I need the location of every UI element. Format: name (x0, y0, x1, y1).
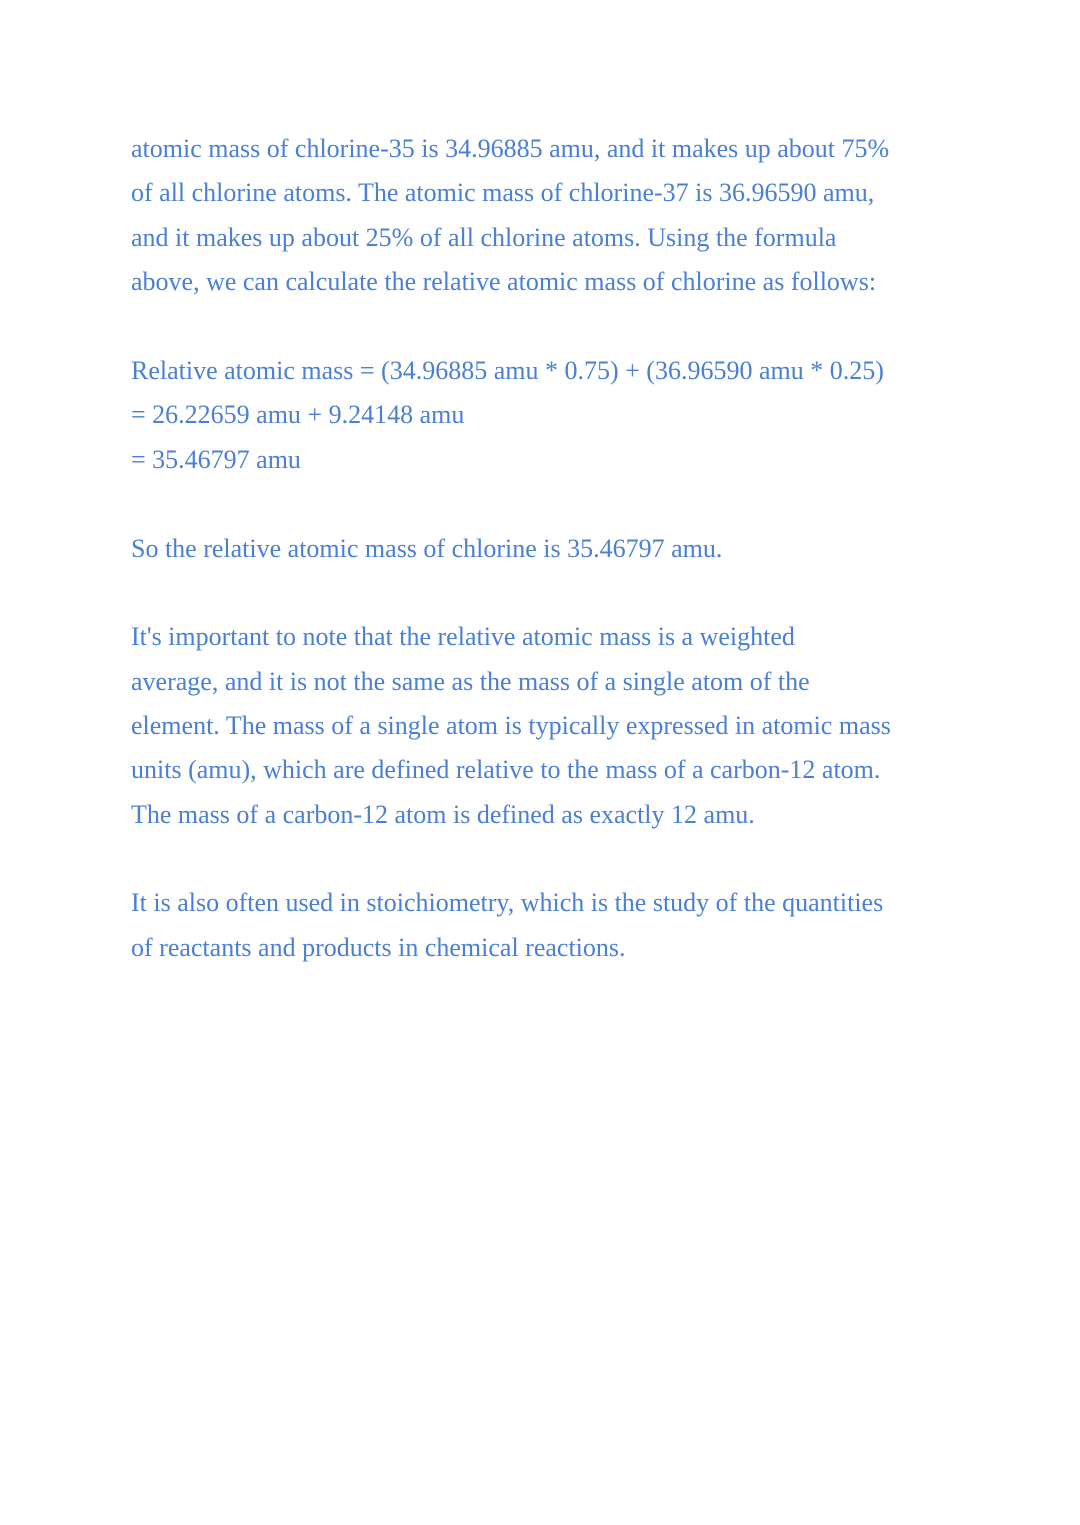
text-line: Relative atomic mass = (34.96885 amu * 0.75) + (36.96590 amu * 0.25) (131, 356, 884, 385)
text-line: It is also often used in stoichiometry, which is the study of the quantities (131, 888, 884, 917)
text-line: It's important to note that the relative atomic mass is a weighted (131, 622, 795, 651)
text-line: average, and it is not the same as the mass of a single atom of the (131, 667, 810, 696)
text-line: and it makes up about 25% of all chlorine atoms. Using the formula (131, 223, 837, 252)
text-line: atomic mass of chlorine-35 is 34.96885 amu, and it makes up about 75% (131, 134, 890, 163)
text-line: units (amu), which are defined relative to the mass of a carbon-12 atom. (131, 755, 881, 784)
text-line: of reactants and products in chemical reactions. (131, 933, 626, 962)
text-line: The mass of a carbon-12 atom is defined as exactly 12 amu. (131, 800, 755, 829)
text-line: element. The mass of a single atom is typically expressed in atomic mass (131, 711, 891, 740)
text-line: So the relative atomic mass of chlorine is 35.46797 amu. (131, 534, 723, 563)
text-line: = 26.22659 amu + 9.24148 amu (131, 400, 465, 429)
text-line: of all chlorine atoms. The atomic mass of chlorine-37 is 36.96590 amu, (131, 178, 875, 207)
text-line: above, we can calculate the relative atomic mass of chlorine as follows: (131, 267, 877, 296)
text-line: = 35.46797 amu (131, 445, 301, 474)
